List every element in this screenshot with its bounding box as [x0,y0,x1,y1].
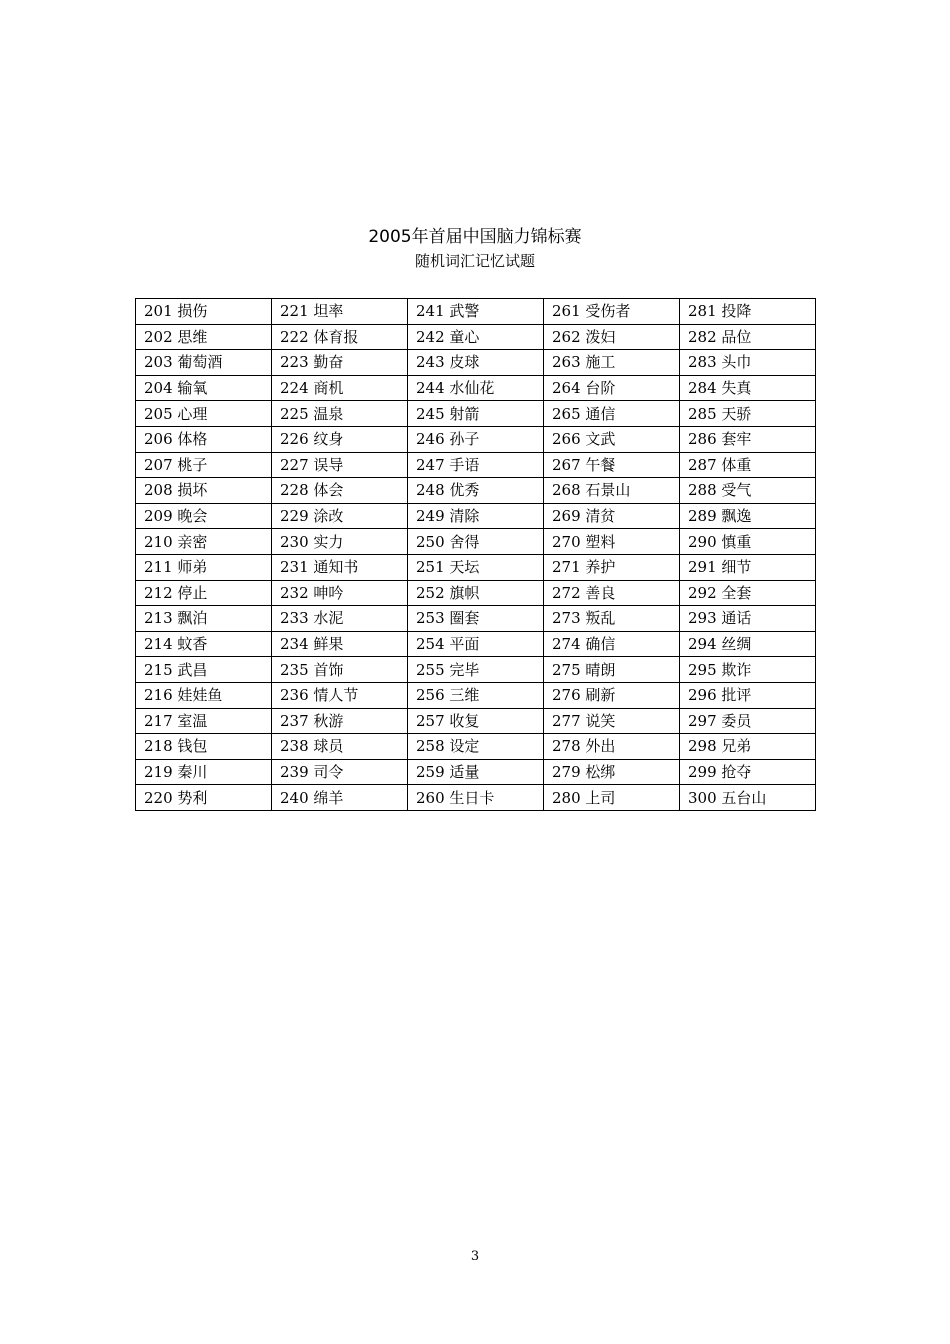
table-cell: 216 娃娃鱼 [136,682,272,708]
table-cell: 220 势利 [136,785,272,811]
table-cell: 236 情人节 [272,682,408,708]
table-cell: 257 收复 [408,708,544,734]
table-cell: 273 叛乱 [544,606,680,632]
table-cell: 254 平面 [408,631,544,657]
table-cell: 283 头巾 [680,350,816,376]
table-cell: 261 受伤者 [544,299,680,325]
table-row [136,452,816,478]
table-cell: 238 球员 [272,734,408,760]
table-cell: 201 损伤 [136,299,272,325]
table-cell: 272 善良 [544,580,680,606]
table-cell: 230 实力 [272,529,408,555]
table-row [136,401,816,427]
table-cell: 207 桃子 [136,452,272,478]
table-cell: 233 水泥 [272,606,408,632]
table-cell: 298 兄弟 [680,734,816,760]
table-cell: 204 输氧 [136,375,272,401]
table-cell: 205 心理 [136,401,272,427]
table-cell: 265 通信 [544,401,680,427]
table-cell: 266 文武 [544,426,680,452]
table-cell: 211 师弟 [136,554,272,580]
table-cell: 291 细节 [680,554,816,580]
table-cell: 234 鲜果 [272,631,408,657]
table-row [136,554,816,580]
table-cell: 295 欺诈 [680,657,816,683]
table-cell: 264 台阶 [544,375,680,401]
table-cell: 292 全套 [680,580,816,606]
table-cell: 237 秋游 [272,708,408,734]
table-cell: 228 体会 [272,478,408,504]
table-cell: 209 晚会 [136,503,272,529]
table-cell: 219 秦川 [136,759,272,785]
table-row [136,708,816,734]
table-row [136,375,816,401]
table-cell: 286 套牢 [680,426,816,452]
table-cell: 223 勤奋 [272,350,408,376]
table-cell: 215 武昌 [136,657,272,683]
document-title: 2005年首届中国脑力锦标赛 [368,227,582,247]
table-cell: 249 清除 [408,503,544,529]
table-cell: 285 天骄 [680,401,816,427]
table-cell: 214 蚊香 [136,631,272,657]
table-row [136,350,816,376]
table-cell: 276 刷新 [544,682,680,708]
table-cell: 203 葡萄酒 [136,350,272,376]
table-cell: 280 上司 [544,785,680,811]
table-row [136,657,816,683]
table-cell: 289 飘逸 [680,503,816,529]
table-cell: 212 停止 [136,580,272,606]
table-cell: 245 射箭 [408,401,544,427]
table-cell: 262 泼妇 [544,324,680,350]
table-row [136,580,816,606]
table-cell: 279 松绑 [544,759,680,785]
table-cell: 277 说笑 [544,708,680,734]
table-cell: 267 午餐 [544,452,680,478]
table-cell: 246 孙子 [408,426,544,452]
table-row [136,503,816,529]
table-cell: 297 委员 [680,708,816,734]
table-cell: 290 慎重 [680,529,816,555]
table-cell: 225 温泉 [272,401,408,427]
table-cell: 271 养护 [544,554,680,580]
table-cell: 221 坦率 [272,299,408,325]
table-cell: 299 抢夺 [680,759,816,785]
document-subtitle: 随机词汇记忆试题 [414,252,535,270]
table-cell: 294 丝绸 [680,631,816,657]
table-row [136,426,816,452]
table-cell: 293 通话 [680,606,816,632]
table-cell: 268 石景山 [544,478,680,504]
table-cell: 208 损坏 [136,478,272,504]
table-cell: 229 涂改 [272,503,408,529]
table-row [136,299,816,325]
table-cell: 248 优秀 [408,478,544,504]
table-cell: 269 清贫 [544,503,680,529]
table-cell: 244 水仙花 [408,375,544,401]
table-cell: 287 体重 [680,452,816,478]
table-row [136,529,816,555]
table-cell: 288 受气 [680,478,816,504]
table-row [136,478,816,504]
table-cell: 202 思维 [136,324,272,350]
table-cell: 255 完毕 [408,657,544,683]
table-cell: 300 五台山 [680,785,816,811]
table-cell: 224 商机 [272,375,408,401]
table-row [136,785,816,811]
page-number: 3 [470,1249,480,1264]
table-cell: 242 童心 [408,324,544,350]
table-cell: 206 体格 [136,426,272,452]
table-cell: 251 天坛 [408,554,544,580]
table-cell: 232 呻吟 [272,580,408,606]
table-cell: 235 首饰 [272,657,408,683]
table-cell: 282 品位 [680,324,816,350]
table-cell: 270 塑料 [544,529,680,555]
table-row [136,631,816,657]
table-cell: 296 批评 [680,682,816,708]
table-cell: 259 适量 [408,759,544,785]
table-cell: 217 室温 [136,708,272,734]
word-table-body [136,299,816,811]
table-cell: 247 手语 [408,452,544,478]
table-cell: 213 飘泊 [136,606,272,632]
table-cell: 226 纹身 [272,426,408,452]
table-cell: 275 晴朗 [544,657,680,683]
table-row [136,606,816,632]
table-cell: 258 设定 [408,734,544,760]
table-cell: 210 亲密 [136,529,272,555]
table-cell: 240 绵羊 [272,785,408,811]
table-row [136,682,816,708]
table-cell: 222 体育报 [272,324,408,350]
table-cell: 260 生日卡 [408,785,544,811]
table-row [136,759,816,785]
table-cell: 263 施工 [544,350,680,376]
table-cell: 243 皮球 [408,350,544,376]
table-cell: 274 确信 [544,631,680,657]
table-row [136,324,816,350]
table-cell: 252 旗帜 [408,580,544,606]
table-cell: 250 舍得 [408,529,544,555]
table-cell: 218 钱包 [136,734,272,760]
table-cell: 278 外出 [544,734,680,760]
table-cell: 227 误导 [272,452,408,478]
table-cell: 231 通知书 [272,554,408,580]
table-cell: 284 失真 [680,375,816,401]
table-cell: 256 三维 [408,682,544,708]
table-cell: 281 投降 [680,299,816,325]
word-table [135,298,816,811]
table-cell: 241 武警 [408,299,544,325]
table-row [136,734,816,760]
table-cell: 239 司令 [272,759,408,785]
table-cell: 253 圈套 [408,606,544,632]
